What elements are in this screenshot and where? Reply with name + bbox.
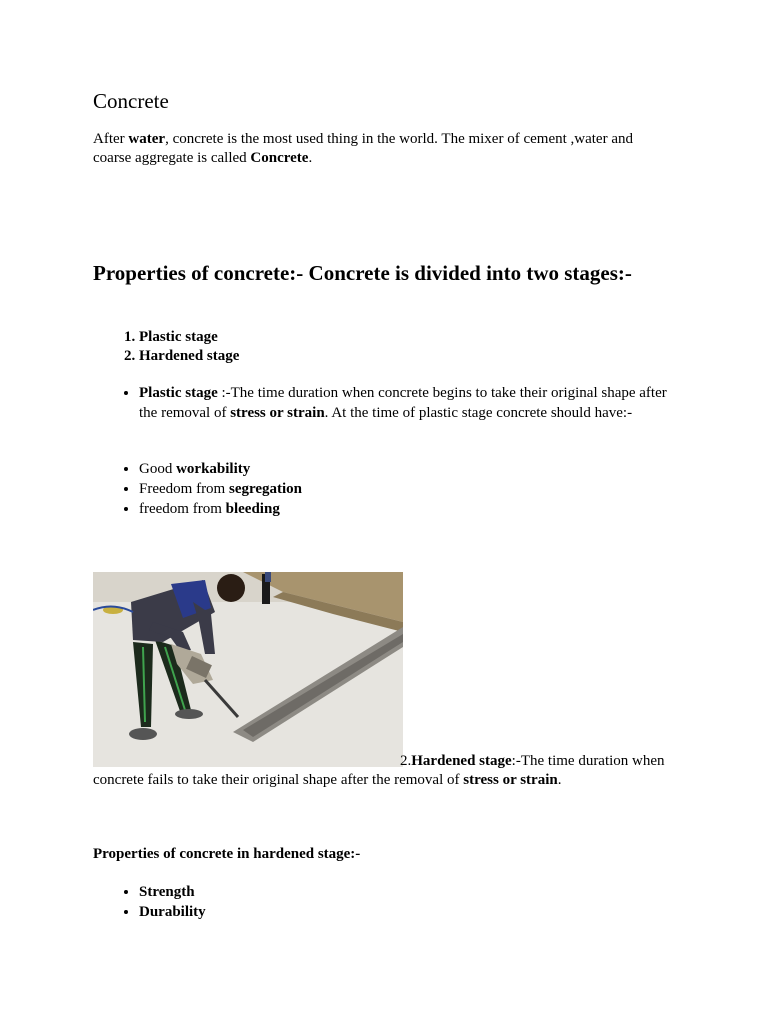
feature-item: • Good workability [139, 459, 302, 479]
worker-drilling-photo [93, 572, 403, 767]
plastic-stage-list [93, 384, 679, 423]
feature-item: • freedom from bleeding [139, 499, 302, 519]
hardened-properties-heading: Properties of concrete in hardened stage:- [93, 846, 361, 862]
hardened-stage-paragraph: 2.Hardened stage:-The time duration when concrete fails to take their original shape after the removal of stress or strain. [93, 753, 665, 788]
page-title: Concrete [93, 89, 169, 113]
intro-paragraph: After water, concrete is the most used thing in the world. The mixer of cement ,water and coarse aggregate is called Concrete. [93, 131, 633, 166]
stage-item: 1. Plastic stage [139, 328, 239, 347]
properties-heading: Properties of concrete:- Concrete is divided into two stages:- [93, 261, 632, 285]
feature-item: • Freedom from segregation [139, 479, 302, 499]
intro-bold-concrete: Concrete [250, 150, 309, 166]
hardened-property-item: • Strength [139, 882, 206, 902]
stages-list [93, 328, 239, 366]
hardened-properties-list [93, 882, 206, 922]
hardened-property-item: • Durability [139, 902, 206, 922]
plastic-stage-item: • Plastic stage :-The time duration when concrete begins to take their original shape after the removal of stress or strain. At the time of plastic stage concrete should have:- [139, 384, 679, 423]
intro-bold-water: water [128, 131, 166, 147]
plastic-features-list [93, 459, 302, 519]
stage-item: 2. Hardened stage [139, 347, 239, 366]
